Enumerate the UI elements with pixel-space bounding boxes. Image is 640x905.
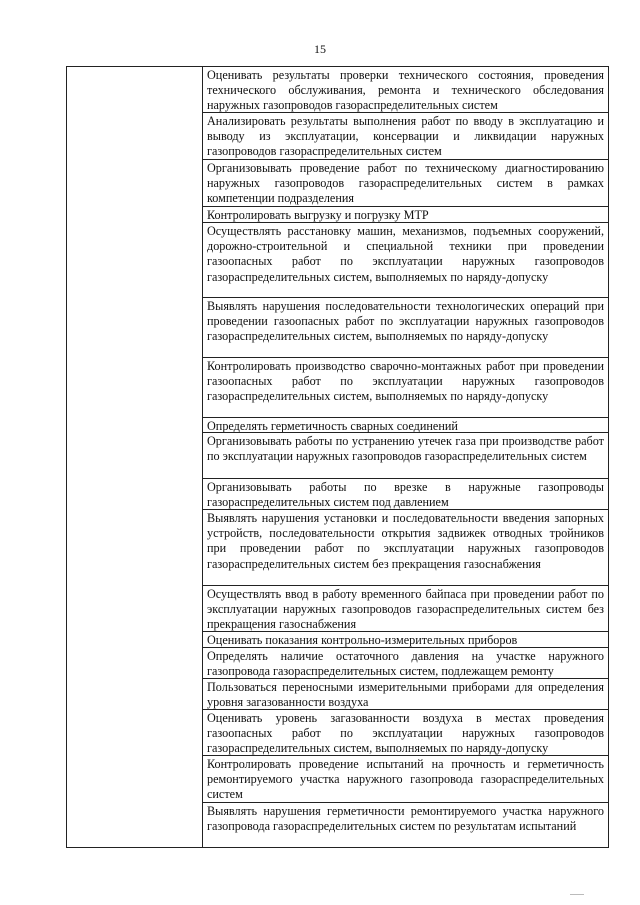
skill-row: Организовывать проведение работ по техническому диагностированию наружных газопроводов газораспределительных систем в рамках компетенции подразделения	[203, 160, 608, 207]
skill-row: Выявлять нарушения герметичности ремонтируемого участка наружного газопровода газораспределительных систем по результатам испытаний	[207, 804, 604, 834]
empty-left-column	[67, 67, 203, 847]
skill-row: Определять герметичность сварных соединений	[203, 418, 608, 433]
skill-row: Организовывать работы по врезке в наружные газопроводы газораспределительных систем под давлением	[203, 479, 608, 510]
skill-row: Выявлять нарушения установки и последовательности введения запорных устройств, последовательности открытия задвижек отводных тройников при проведении работ по эксплуатации наружных газопроводов газораспределительных систем без прекращения газоснабжения	[203, 510, 608, 586]
skill-row: Контролировать проведение испытаний на прочность и герметичность ремонтируемого участка наружного газопровода газораспределительных систем	[203, 756, 608, 803]
skill-row: Выявлять нарушения последовательности технологических операций при проведении газоопасных работ по эксплуатации наружных газопроводов газораспределительных систем, выполняемых по наряду-допуску	[203, 298, 608, 358]
skills-table	[66, 66, 609, 848]
skill-row: Оценивать уровень загазованности воздуха в местах проведения газоопасных работ по эксплуатации наружных газопроводов газораспределительных систем, выполняемых по наряду-допуску	[203, 710, 608, 756]
skill-row: Пользоваться переносными измерительными приборами для определения уровня загазованности воздуха	[203, 679, 608, 710]
skill-row: Анализировать результаты выполнения работ по вводу в эксплуатацию и выводу из эксплуатации, консервации и ликвидации наружных газопроводов газораспределительных систем	[203, 113, 608, 160]
skill-row: Контролировать выгрузку и погрузку МТР	[203, 207, 608, 223]
skill-row: Контролировать производство сварочно-монтажных работ при проведении газоопасных работ по эксплуатации наружных газопроводов газораспределительных систем, выполняемых по наряду-допуску	[203, 358, 608, 418]
skill-row: Определять наличие остаточного давления на участке наружного газопровода газораспределительных систем, подлежащем ремонту	[203, 648, 608, 679]
skill-row: Оценивать результаты проверки технического состояния, проведения технического обслуживания, ремонта и технического обследования наружных газопроводов газораспределительных систем	[203, 67, 608, 113]
skill-row: Организовывать работы по устранению утечек газа при производстве работ по эксплуатации наружных газопроводов газораспределительных систем	[203, 433, 608, 479]
page-number: 15	[314, 42, 326, 56]
skill-row: Осуществлять расстановку машин, механизмов, подъемных сооружений, дорожно-строительной и специальной техники при проведении газоопасных работ по эксплуатации наружных газопроводов газораспределительных систем, выполняемых по наряду-допуску	[203, 223, 608, 298]
skill-row: Оценивать показания контрольно-измерительных приборов	[203, 632, 608, 648]
scan-mark	[570, 894, 584, 895]
skill-row: Осуществлять ввод в работу временного байпаса при проведении работ по эксплуатации наружных газопроводов газораспределительных систем без прекращения газоснабжения	[203, 586, 608, 632]
